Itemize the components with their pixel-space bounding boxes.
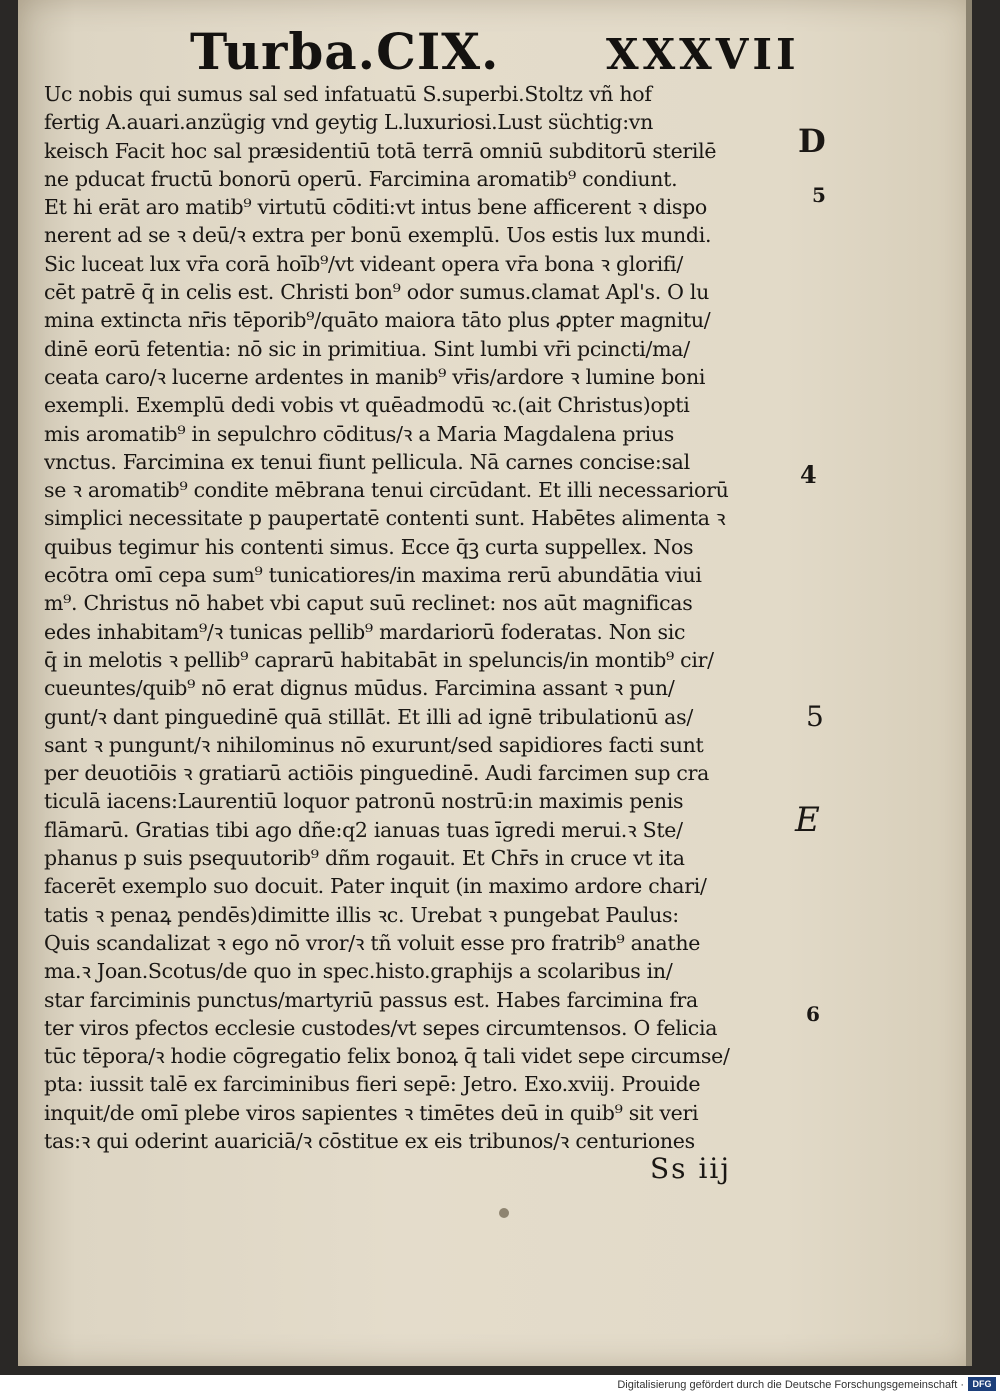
signature-mark: Ss iij (650, 1152, 732, 1185)
margin-mark-e: E (795, 800, 820, 840)
paper-hole (499, 1208, 509, 1218)
text-line: sant ꝛ pungunt/ꝛ nihilominus nō exurunt/sed sapidiores facti sunt (44, 732, 704, 757)
page-edge (966, 0, 972, 1366)
folio-number: XXXVII (606, 30, 800, 79)
text-line: ter viros pfectos ecclesie custodes/vt sepes circumtensos. O felicia (44, 1015, 718, 1040)
text-line: inquit/de omī plebe viros sapientes ꝛ timētes deū in quib⁹ sit veri (44, 1100, 699, 1125)
text-line: pta: iussit talē ex farciminibus fieri sepē: Jetro. Exo.xviij. Prouide (44, 1072, 701, 1097)
margin-mark-5b: 5 (806, 700, 824, 733)
running-head-title: Turba.CIX. (190, 22, 500, 81)
text-line: m⁹. Christus nō habet vbi caput suū reclinet: nos aūt magnificas (44, 591, 693, 616)
text-line: per deuotiōis ꝛ gratiarū actiōis pinguedinē. Audi farcimen sup cra (44, 761, 710, 786)
body-text-block (44, 80, 804, 1155)
text-line: flāmarū. Gratias tibi ago dñe:q2 ianuas tuas īgredi merui.ꝛ Ste/ (44, 817, 683, 842)
text-line: fertig A.auari.anzügig vnd geytig L.luxuriosi.Lust süchtig:vn (44, 110, 653, 135)
margin-mark-4: 4 (800, 460, 817, 489)
text-line: ma.ꝛ Joan.Scotus/de quo in spec.histo.graphijs a scolaribus in/ (44, 959, 673, 984)
text-line: Et hi erāt aro matib⁹ virtutū cōditi:vt intus bene afficerent ꝛ dispo (44, 195, 707, 220)
text-line: ceata caro/ꝛ lucerne ardentes in manib⁹ vr̄is/ardore ꝛ lumine boni (44, 364, 706, 389)
text-line: simplici necessitate p paupertatē contenti sunt. Habētes alimenta ꝛ (44, 506, 726, 531)
text-line: quibus tegimur his contenti simus. Ecce q̄ꝫ curta suppellex. Nos (44, 534, 694, 559)
text-line: vnctus. Farcimina ex tenui fiunt pellicula. Nā carnes concise:sal (44, 449, 690, 474)
text-line: dinē eorū fetentia: nō sic in primitiua. Sint lumbi vr̄i pcincti/ma/ (44, 336, 690, 361)
text-line: tūc tēpora/ꝛ hodie cōgregatio felix bonoꝝ q̄ tali videt sepe circumse/ (44, 1044, 730, 1069)
text-line: Quis scandalizat ꝛ ego nō vror/ꝛ tñ voluit esse pro fratrib⁹ anathe (44, 930, 701, 955)
text-line: facerēt exemplo suo docuit. Pater inquit (in maximo ardore chari/ (44, 874, 707, 899)
text-line: Uc nobis qui sumus sal sed infatuatū S.superbi.Stoltz vñ hof (44, 82, 652, 106)
text-line: Sic luceat lux vr̄a corā hoīb⁹/vt videant opera vr̄a bona ꝛ glorifi/ (44, 251, 684, 276)
text-line: edes inhabitam⁹/ꝛ tunicas pellib⁹ mardariorū foderatas. Non sic (44, 619, 686, 644)
margin-mark-6: 6 (806, 1002, 820, 1026)
text-line: ecōtra omī cepa sum⁹ tunicatiores/in maxima rerū abundātia viui (44, 563, 702, 588)
margin-mark-5: 5 (812, 183, 826, 207)
text-line: cueuntes/quib⁹ nō erat dignus mūdus. Farcimina assant ꝛ pun/ (44, 676, 675, 701)
text-line: se ꝛ aromatib⁹ condite mēbrana tenui circūdant. Et illi necessariorū (44, 478, 729, 503)
text-line: ne pducat fructū bonorū operū. Farcimina aromatib⁹ condiunt. (44, 166, 678, 191)
text-line: exempli. Exemplū dedi vobis vt quēadmodū ꝛc.(ait Christus)opti (44, 393, 690, 418)
text-line: gunt/ꝛ dant pinguedinē quā stillāt. Et illi ad ignē tribulationū as/ (44, 704, 693, 729)
footer-credit: Digitalisierung gefördert durch die Deutsche Forschungsgemeinschaft · (617, 1379, 964, 1391)
dfg-logo-icon: DFG (968, 1377, 996, 1391)
text-line: cēt patrē q̄ in celis est. Christi bon⁹ odor sumus.clamat Apl's. O lu (44, 280, 710, 305)
text-line: tas:ꝛ qui oderint auariciā/ꝛ cōstitue ex eis tribunos/ꝛ centuriones (44, 1128, 695, 1153)
text-line: tatis ꝛ penaꝝ pendēs)dimitte illis ꝛc. Urebat ꝛ pungebat Paulus: (44, 902, 679, 927)
text-line: mis aromatib⁹ in sepulchro cōditus/ꝛ a Maria Magdalena prius (44, 421, 675, 446)
text-line: nerent ad se ꝛ deū/ꝛ extra per bonū exemplū. Uos estis lux mundi. (44, 223, 712, 248)
margin-mark-d: D (798, 122, 826, 160)
text-line: phanus p suis psequutorib⁹ dñm rogauit. Et Chr̄s in cruce vt ita (44, 846, 685, 871)
text-line: keisch Facit hoc sal præsidentiū totā terrā omniū subditorū sterilē (44, 138, 717, 163)
text-line: q̄ in melotis ꝛ pellib⁹ caprarū habitabāt in speluncis/in montib⁹ cir/ (44, 647, 714, 672)
text-line: mina extincta nr̄is tēporib⁹/quāto maiora tāto plus ꝓpter magnitu/ (44, 308, 711, 333)
text-line: star farciminis punctus/martyriū passus est. Habes farcimina fra (44, 987, 698, 1012)
text-line: ticulā iacens:Laurentiū loquor patronū nostrū:in maximis penis (44, 789, 684, 814)
